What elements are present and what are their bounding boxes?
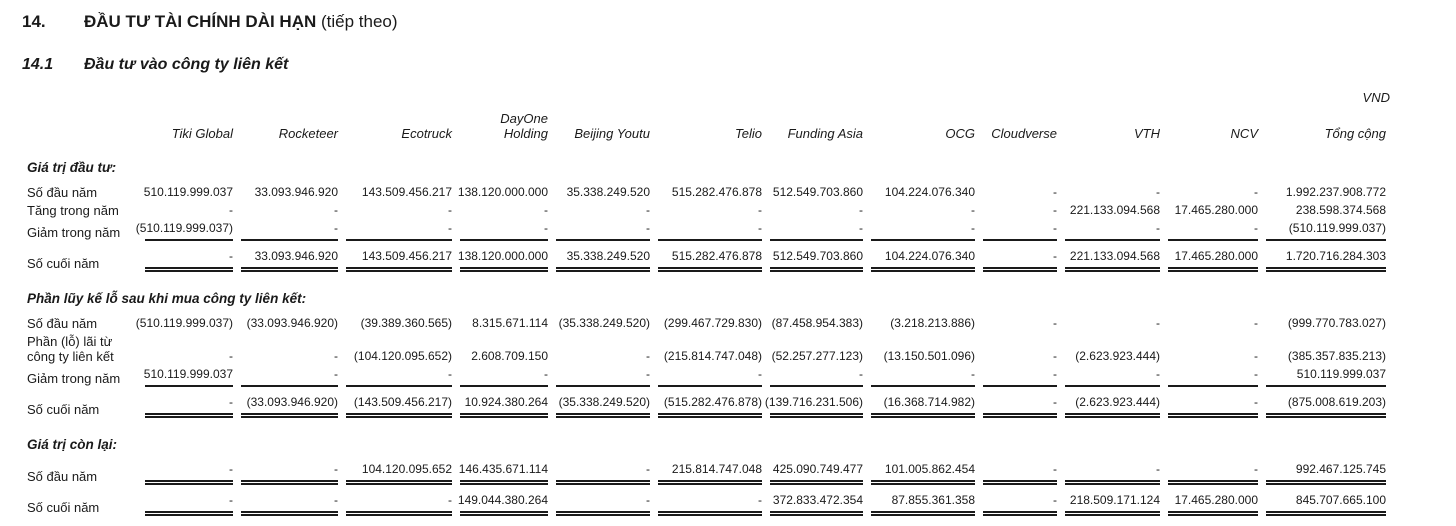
value-text: - — [859, 367, 863, 381]
value-cell — [658, 185, 762, 201]
value-text: (33.093.946.920) — [246, 316, 338, 330]
value-cell — [983, 367, 1057, 387]
value-text: - — [1156, 185, 1160, 199]
value-text: - — [1254, 221, 1258, 235]
value-cell — [770, 221, 863, 241]
value-cell — [1168, 349, 1258, 365]
value-cell — [871, 349, 975, 365]
value-cell — [556, 203, 650, 219]
value-text: 104.120.095.652 — [361, 462, 452, 476]
value-cell — [1266, 221, 1386, 241]
table-row — [27, 462, 1390, 485]
value-cell — [241, 249, 338, 272]
value-text: - — [1053, 462, 1057, 476]
section-title: Giá trị đầu tư: — [27, 160, 117, 175]
table-body — [27, 160, 1390, 516]
value-cell — [983, 316, 1057, 332]
value-cell — [556, 493, 650, 516]
value-cell — [346, 462, 452, 485]
value-text: (2.623.923.444) — [1075, 395, 1160, 409]
value-text: - — [1053, 395, 1057, 409]
value-text: - — [758, 367, 762, 381]
value-cell — [145, 185, 233, 201]
row-label: Phần (lỗ) lãi từ công ty liên kết — [27, 334, 114, 364]
value-cell — [770, 316, 863, 332]
column-header: Telio — [735, 126, 762, 141]
value-cell — [1065, 367, 1160, 387]
value-text: 1.720.716.284.303 — [1285, 249, 1386, 263]
value-text: - — [1156, 367, 1160, 381]
value-text: (515.282.476.878) — [663, 395, 762, 409]
value-text: 218.509.171.124 — [1069, 493, 1160, 507]
value-cell — [1266, 349, 1386, 365]
value-cell — [871, 249, 975, 272]
value-text: - — [544, 367, 548, 381]
column-header: Beijing Youtu — [574, 126, 650, 141]
column-header: DayOne Holding — [500, 111, 548, 141]
value-text: 17.465.280.000 — [1174, 493, 1258, 507]
value-cell — [764, 395, 863, 418]
value-text: - — [1053, 367, 1057, 381]
value-text: - — [1053, 221, 1057, 235]
value-text: 8.315.671.114 — [472, 316, 548, 330]
value-text: 138.120.000.000 — [457, 249, 548, 263]
value-cell — [145, 462, 233, 485]
value-cell — [135, 221, 233, 241]
value-cell — [556, 185, 650, 201]
value-cell — [658, 349, 762, 365]
value-text: 33.093.946.920 — [254, 185, 338, 199]
value-cell — [770, 349, 863, 365]
value-cell — [346, 493, 452, 516]
value-text: 510.119.999.037 — [143, 367, 233, 381]
value-cell — [346, 367, 452, 387]
value-text: (52.257.277.123) — [771, 349, 863, 363]
value-cell — [983, 395, 1057, 418]
value-cell — [241, 367, 338, 387]
value-cell — [658, 462, 762, 485]
section-title: Phần lũy kế lỗ sau khi mua công ty liên kết: — [27, 291, 307, 306]
value-text: - — [646, 493, 650, 507]
value-cell — [983, 462, 1057, 485]
value-cell — [983, 249, 1057, 272]
value-cell — [871, 367, 975, 387]
value-text: 221.133.094.568 — [1069, 249, 1160, 263]
value-text: 143.509.456.217 — [361, 249, 452, 263]
value-text: - — [971, 367, 975, 381]
value-text: - — [229, 203, 233, 217]
value-text: 2.608.709.150 — [471, 349, 548, 363]
header-spacer — [27, 140, 137, 141]
value-text: 1.992.237.908.772 — [1285, 185, 1386, 199]
value-text: 425.090.749.477 — [772, 462, 863, 476]
value-text: 372.833.472.354 — [772, 493, 863, 507]
value-text: 10.924.380.264 — [464, 395, 548, 409]
row-label: Số cuối năm — [27, 402, 100, 417]
value-cell — [241, 462, 338, 485]
value-text: - — [1156, 462, 1160, 476]
subnote-number: 14.1 — [22, 56, 54, 73]
value-text: 35.338.249.520 — [566, 185, 650, 199]
row-label: Tăng trong năm — [27, 203, 119, 218]
value-text: 138.120.000.000 — [457, 185, 548, 199]
table-row — [27, 367, 1390, 387]
value-cell — [1168, 203, 1258, 219]
value-cell — [241, 316, 338, 332]
value-text: 515.282.476.878 — [671, 249, 762, 263]
value-cell — [871, 221, 975, 241]
value-cell — [135, 316, 233, 332]
subnote-title: Đầu tư vào công ty liên kết — [84, 56, 289, 73]
value-text: (139.716.231.506) — [764, 395, 863, 409]
value-cell — [658, 203, 762, 219]
value-text: - — [334, 221, 338, 235]
value-text: - — [1053, 316, 1057, 330]
value-text: 33.093.946.920 — [254, 249, 338, 263]
value-cell — [1168, 221, 1258, 241]
subnote-heading — [22, 56, 1456, 74]
value-cell — [871, 462, 975, 485]
value-cell — [145, 493, 233, 516]
table-row — [27, 203, 1390, 219]
value-cell — [658, 493, 762, 516]
value-cell — [145, 349, 233, 365]
value-cell — [145, 249, 233, 272]
value-cell — [983, 349, 1057, 365]
value-cell — [241, 203, 338, 219]
value-cell — [1065, 349, 1160, 365]
value-cell — [1168, 367, 1258, 387]
value-text: - — [229, 349, 233, 363]
value-text: (2.623.923.444) — [1075, 349, 1160, 363]
value-cell — [1065, 203, 1160, 219]
value-text: - — [1156, 316, 1160, 330]
value-text: - — [1254, 395, 1258, 409]
value-text: - — [1254, 349, 1258, 363]
value-cell — [346, 185, 452, 201]
value-text: 515.282.476.878 — [671, 185, 762, 199]
value-text: - — [859, 203, 863, 217]
value-cell — [1266, 249, 1386, 272]
value-cell — [1065, 221, 1160, 241]
value-cell — [1266, 462, 1386, 485]
value-cell — [346, 203, 452, 219]
value-cell — [1065, 462, 1160, 485]
value-cell — [770, 203, 863, 219]
value-cell — [1065, 395, 1160, 418]
value-cell — [346, 221, 452, 241]
note-number: 14. — [22, 12, 46, 31]
value-text: 238.598.374.568 — [1295, 203, 1386, 217]
value-text: 510.119.999.037 — [1296, 367, 1386, 381]
value-cell — [871, 185, 975, 201]
value-text: - — [229, 462, 233, 476]
value-text: (3.218.213.886) — [890, 316, 975, 330]
value-text: - — [1053, 203, 1057, 217]
column-header: NCV — [1230, 126, 1258, 141]
value-text: - — [758, 493, 762, 507]
value-cell — [1266, 316, 1386, 332]
table-row — [27, 316, 1390, 332]
value-cell — [1266, 203, 1386, 219]
value-cell — [460, 316, 548, 332]
row-label: Số đầu năm — [27, 185, 98, 200]
column-header: VTH — [1134, 126, 1160, 141]
value-text: (33.093.946.920) — [246, 395, 338, 409]
value-text: 221.133.094.568 — [1069, 203, 1160, 217]
value-text: - — [1053, 493, 1057, 507]
value-text: 104.224.076.340 — [884, 185, 975, 199]
value-cell — [460, 349, 548, 365]
value-text: - — [229, 249, 233, 263]
value-text: 35.338.249.520 — [566, 249, 650, 263]
value-cell — [241, 349, 338, 365]
value-text: (13.150.501.096) — [883, 349, 975, 363]
value-text: (35.338.249.520) — [558, 395, 650, 409]
value-text: - — [1254, 185, 1258, 199]
value-cell — [346, 395, 452, 418]
value-cell — [556, 249, 650, 272]
value-cell — [770, 493, 863, 516]
note-title-main: ĐẦU TƯ TÀI CHÍNH DÀI HẠN — [84, 12, 317, 31]
value-cell — [1065, 249, 1160, 272]
value-cell — [983, 493, 1057, 516]
value-cell — [1266, 493, 1386, 516]
value-text: (215.814.747.048) — [663, 349, 762, 363]
table-row — [27, 185, 1390, 201]
value-text: 17.465.280.000 — [1174, 203, 1258, 217]
value-text: (510.119.999.037) — [1288, 221, 1386, 235]
value-cell — [658, 249, 762, 272]
note-title-suffix: (tiếp theo) — [321, 12, 398, 31]
section-title: Giá trị còn lại: — [27, 437, 118, 452]
column-header: Funding Asia — [787, 126, 863, 141]
table-row — [27, 249, 1390, 272]
value-text: (299.467.729.830) — [663, 316, 762, 330]
value-text: - — [971, 203, 975, 217]
value-text: 143.509.456.217 — [361, 185, 452, 199]
value-cell — [457, 249, 548, 272]
value-cell — [1065, 493, 1160, 516]
value-cell — [983, 185, 1057, 201]
value-text: 845.707.665.100 — [1295, 493, 1386, 507]
value-text: (16.368.714.982) — [883, 395, 975, 409]
value-cell — [346, 349, 452, 365]
value-text: - — [758, 203, 762, 217]
value-text: 215.814.747.048 — [671, 462, 762, 476]
value-text: - — [334, 349, 338, 363]
value-text: - — [229, 395, 233, 409]
value-text: 512.549.703.860 — [772, 249, 863, 263]
value-cell — [1266, 367, 1386, 387]
value-cell — [346, 249, 452, 272]
value-cell — [145, 367, 233, 387]
value-text: - — [334, 493, 338, 507]
column-header: Tiki Global — [171, 126, 233, 141]
value-cell — [241, 395, 338, 418]
value-cell — [871, 203, 975, 219]
row-label: Số cuối năm — [27, 256, 100, 271]
value-cell — [1168, 249, 1258, 272]
value-cell — [556, 462, 650, 485]
note-heading — [22, 12, 1456, 32]
table-row — [27, 493, 1390, 516]
row-label: Số đầu năm — [27, 316, 98, 331]
value-cell — [1168, 395, 1258, 418]
value-cell — [556, 395, 650, 418]
column-header: Rocketeer — [278, 126, 338, 141]
value-text: - — [1053, 349, 1057, 363]
value-text: 149.044.380.264 — [457, 493, 548, 507]
value-text: (999.770.783.027) — [1287, 316, 1386, 330]
value-cell — [346, 316, 452, 332]
value-text: (104.120.095.652) — [353, 349, 452, 363]
value-cell — [457, 185, 548, 201]
value-cell — [658, 316, 762, 332]
value-text: (87.458.954.383) — [771, 316, 863, 330]
value-text: (510.119.999.037) — [135, 221, 233, 235]
value-text: - — [448, 221, 452, 235]
value-cell — [460, 221, 548, 241]
value-cell — [460, 395, 548, 418]
value-cell — [145, 395, 233, 418]
value-text: 87.855.361.358 — [891, 493, 975, 507]
table-header-row — [27, 107, 1390, 141]
value-cell — [871, 395, 975, 418]
value-cell — [770, 367, 863, 387]
value-cell — [1168, 316, 1258, 332]
value-text: (35.338.249.520) — [558, 316, 650, 330]
value-text: - — [1053, 185, 1057, 199]
value-cell — [241, 221, 338, 241]
value-text: (875.008.619.203) — [1287, 395, 1386, 409]
value-text: 512.549.703.860 — [772, 185, 863, 199]
currency-label: VND — [1362, 90, 1390, 105]
value-cell — [770, 249, 863, 272]
value-text: - — [971, 221, 975, 235]
column-header: Cloudverse — [991, 126, 1057, 141]
row-label: Giảm trong năm — [27, 225, 121, 240]
value-cell — [658, 221, 762, 241]
value-cell — [460, 462, 548, 485]
value-text: - — [448, 203, 452, 217]
value-text: - — [1156, 221, 1160, 235]
value-text: (39.389.360.565) — [360, 316, 452, 330]
value-cell — [241, 493, 338, 516]
value-text: - — [1053, 249, 1057, 263]
value-text: - — [544, 203, 548, 217]
value-text: - — [334, 203, 338, 217]
value-cell — [556, 316, 650, 332]
value-text: - — [1254, 316, 1258, 330]
note-title — [84, 12, 398, 32]
value-cell — [871, 493, 975, 516]
value-text: (510.119.999.037) — [135, 316, 233, 330]
value-text: - — [448, 367, 452, 381]
value-cell — [457, 493, 548, 516]
value-text: - — [334, 367, 338, 381]
value-text: - — [758, 221, 762, 235]
value-text: 101.005.862.454 — [884, 462, 975, 476]
value-cell — [1168, 493, 1258, 516]
value-text: - — [646, 221, 650, 235]
column-header: Ecotruck — [401, 126, 452, 141]
value-text: - — [646, 367, 650, 381]
value-cell — [658, 395, 762, 418]
value-text: - — [448, 493, 452, 507]
value-cell — [1065, 185, 1160, 201]
value-text: - — [229, 493, 233, 507]
value-cell — [1266, 395, 1386, 418]
value-text: (385.357.835.213) — [1287, 349, 1386, 363]
value-cell — [983, 221, 1057, 241]
value-cell — [983, 203, 1057, 219]
table-row — [27, 395, 1390, 418]
value-text: - — [544, 221, 548, 235]
value-text: - — [1254, 367, 1258, 381]
value-cell — [871, 316, 975, 332]
row-label: Số đầu năm — [27, 469, 98, 484]
value-cell — [770, 185, 863, 201]
value-cell — [460, 203, 548, 219]
value-cell — [460, 367, 548, 387]
value-text: - — [859, 221, 863, 235]
table-row — [27, 334, 1390, 365]
column-header: Tổng cộng — [1324, 126, 1386, 141]
value-cell — [145, 203, 233, 219]
value-cell — [556, 367, 650, 387]
value-cell — [1266, 185, 1386, 201]
value-cell — [1168, 185, 1258, 201]
value-cell — [658, 367, 762, 387]
value-text: - — [334, 462, 338, 476]
row-label: Giảm trong năm — [27, 371, 121, 386]
table-row — [27, 221, 1390, 241]
value-cell — [241, 185, 338, 201]
value-cell — [770, 462, 863, 485]
value-cell — [556, 221, 650, 241]
value-cell — [1065, 316, 1160, 332]
value-text: - — [646, 349, 650, 363]
value-text: 510.119.999.037 — [143, 185, 233, 199]
value-text: 104.224.076.340 — [884, 249, 975, 263]
column-header: OCG — [945, 126, 975, 141]
investments-table — [27, 107, 1390, 516]
value-text: - — [646, 462, 650, 476]
value-text: 146.435.671.114 — [458, 462, 548, 476]
value-text: - — [1254, 462, 1258, 476]
value-text: (143.509.456.217) — [353, 395, 452, 409]
row-label: Số cuối năm — [27, 500, 100, 515]
value-text: 992.467.125.745 — [1295, 462, 1386, 476]
value-cell — [556, 349, 650, 365]
value-cell — [1168, 462, 1258, 485]
value-text: - — [646, 203, 650, 217]
value-text: 17.465.280.000 — [1174, 249, 1258, 263]
